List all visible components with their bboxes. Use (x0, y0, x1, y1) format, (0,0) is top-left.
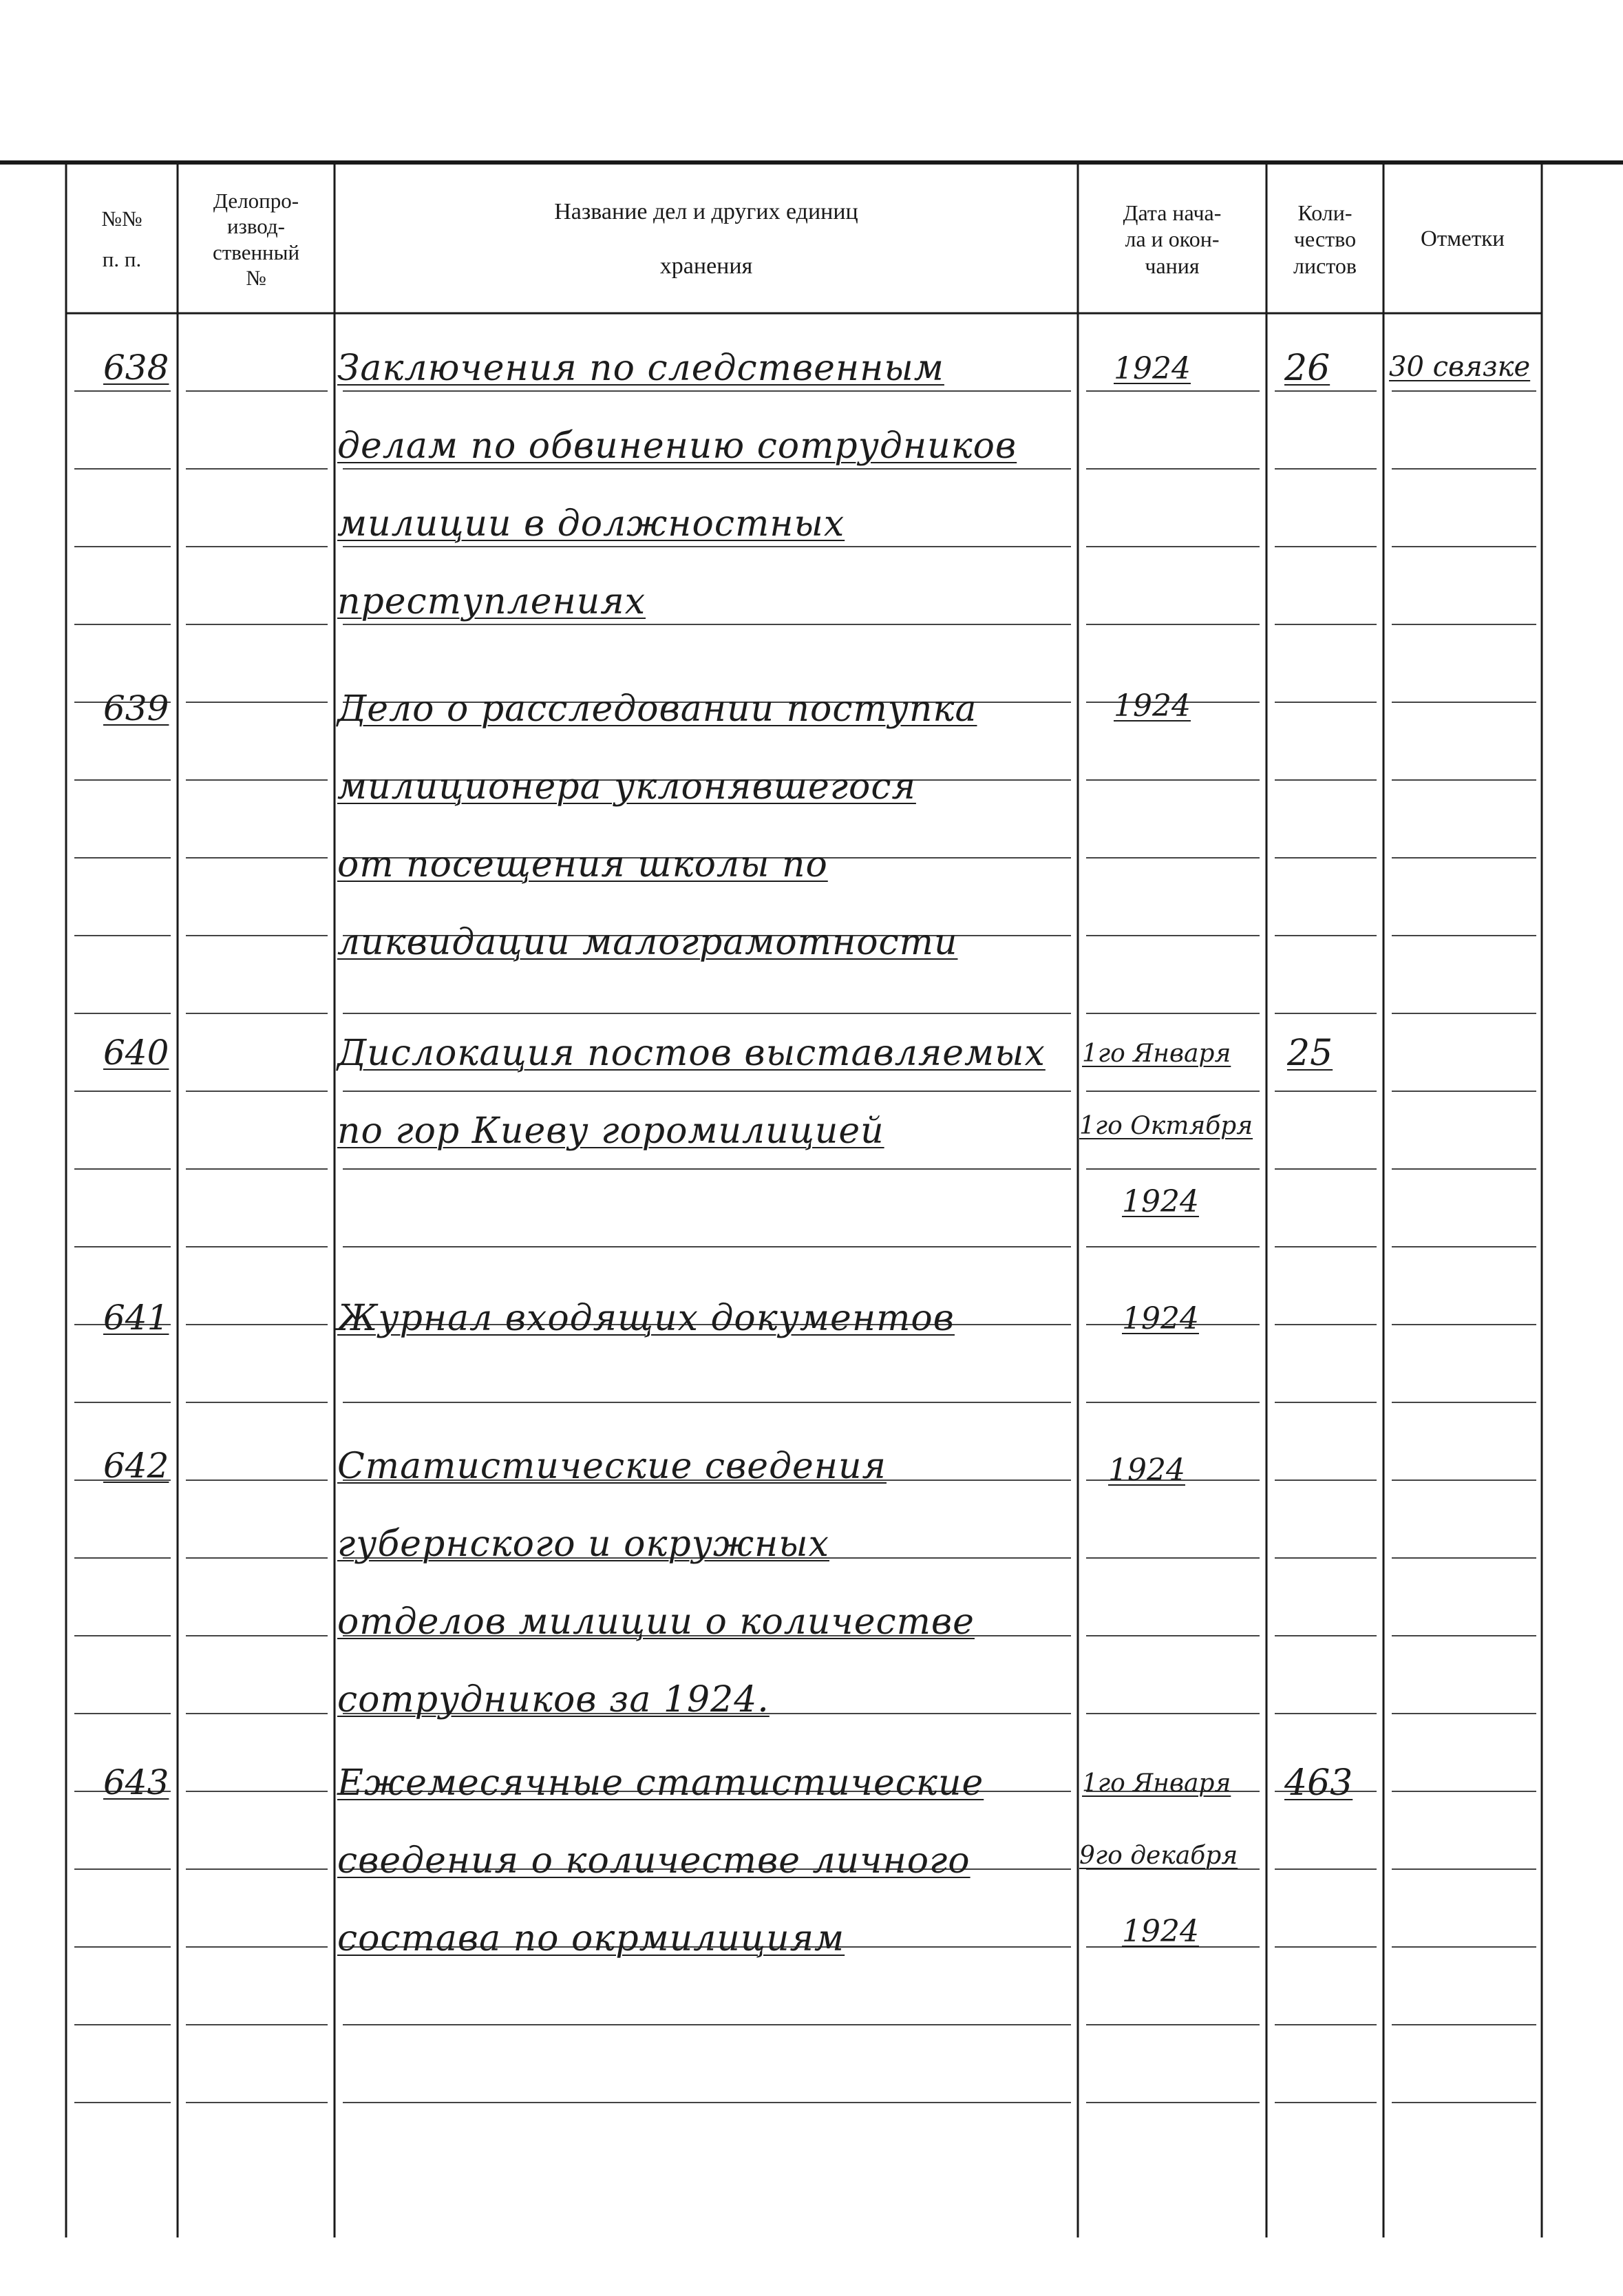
header-title-line2: хранения (659, 253, 753, 279)
entry-title-line: милиции в должностных (337, 503, 845, 545)
entry-title-line: состава по окрмилициям (337, 1918, 845, 1959)
entry-date-end: 9го декабря (1079, 1842, 1238, 1870)
entry-title-line: губернского и окружных (337, 1524, 829, 1565)
entry-number: 641 (103, 1298, 169, 1338)
header-date-line2: ла и окон- (1125, 227, 1220, 252)
entry-title-line: ликвидации малограмотности (337, 922, 958, 963)
header-doc-line3: ственный (212, 240, 300, 264)
header-notes-label: Отметки (1421, 227, 1505, 251)
header-count-line3: листов (1293, 253, 1357, 278)
entry-date-start: 1го Января (1082, 1040, 1231, 1068)
header-count-line1: Коли- (1297, 200, 1352, 225)
header-number-line2: п. п. (102, 246, 142, 271)
entry-title-line: от посещения школы по (337, 844, 828, 885)
entry-date: 1924 (1122, 1301, 1199, 1336)
entry-number: 643 (103, 1762, 169, 1802)
entry-title-line: Дислокация постов выставляемых (337, 1033, 1046, 1074)
entry-date: 1924 (1108, 1453, 1185, 1488)
header-date-line3: чания (1145, 253, 1200, 278)
entry-date: 1924 (1114, 688, 1191, 724)
entry-title-line: Ежемесячные статистические (337, 1762, 984, 1804)
entry-sheet-count: 25 (1287, 1033, 1333, 1074)
header-record-number-column (178, 165, 335, 313)
entry-number: 642 (103, 1446, 169, 1486)
entry-sheet-count: 26 (1284, 348, 1330, 389)
entry-number: 639 (103, 688, 169, 728)
header-sheet-count-column (1266, 165, 1383, 313)
entry-title-line: Заключения по следственным (337, 348, 944, 389)
entry-title-line: Статистические сведения (337, 1446, 887, 1487)
header-title-column (335, 165, 1078, 313)
entry-sheet-count: 463 (1284, 1762, 1353, 1804)
header-doc-line2: извод- (227, 214, 285, 239)
entry-number: 640 (103, 1033, 169, 1073)
entry-title-line: преступлениях (337, 581, 646, 622)
entry-title-line: по гор Киеву горомилицией (337, 1110, 884, 1152)
header-doc-line4: № (246, 265, 266, 290)
entry-date-end: 1го Октября (1079, 1112, 1253, 1140)
header-date-column (1078, 165, 1266, 313)
entry-date-year: 1924 (1122, 1184, 1199, 1219)
entry-date: 1924 (1114, 351, 1191, 386)
header-count-line2: чество (1293, 227, 1357, 252)
entry-title-line: Журнал входящих документов (337, 1298, 955, 1339)
entry-title-line: милиционера уклонявшегося (337, 766, 916, 808)
entry-title-line: отделов милиции о количестве (337, 1601, 975, 1643)
entry-note: 30 связке (1389, 351, 1531, 383)
entry-title-line: сотрудников за 1924. (337, 1679, 770, 1720)
header-title-line1: Название дел и других единиц (554, 199, 858, 225)
entry-title-line: делам по обвинению сотрудников (337, 425, 1017, 467)
header-number-line1: №№ (101, 206, 142, 231)
header-doc-line1: Делопро- (213, 189, 299, 213)
entry-number: 638 (103, 348, 169, 388)
header-date-line1: Дата нача- (1123, 200, 1222, 225)
entry-date-start: 1го Января (1082, 1769, 1231, 1798)
header-number-column (66, 165, 178, 313)
entry-title-line: сведения о количестве личного (337, 1840, 970, 1882)
entry-title-line: Дело о расследовании поступка (337, 688, 977, 730)
header-notes-column (1383, 165, 1542, 313)
entry-date-year: 1924 (1122, 1914, 1199, 1949)
